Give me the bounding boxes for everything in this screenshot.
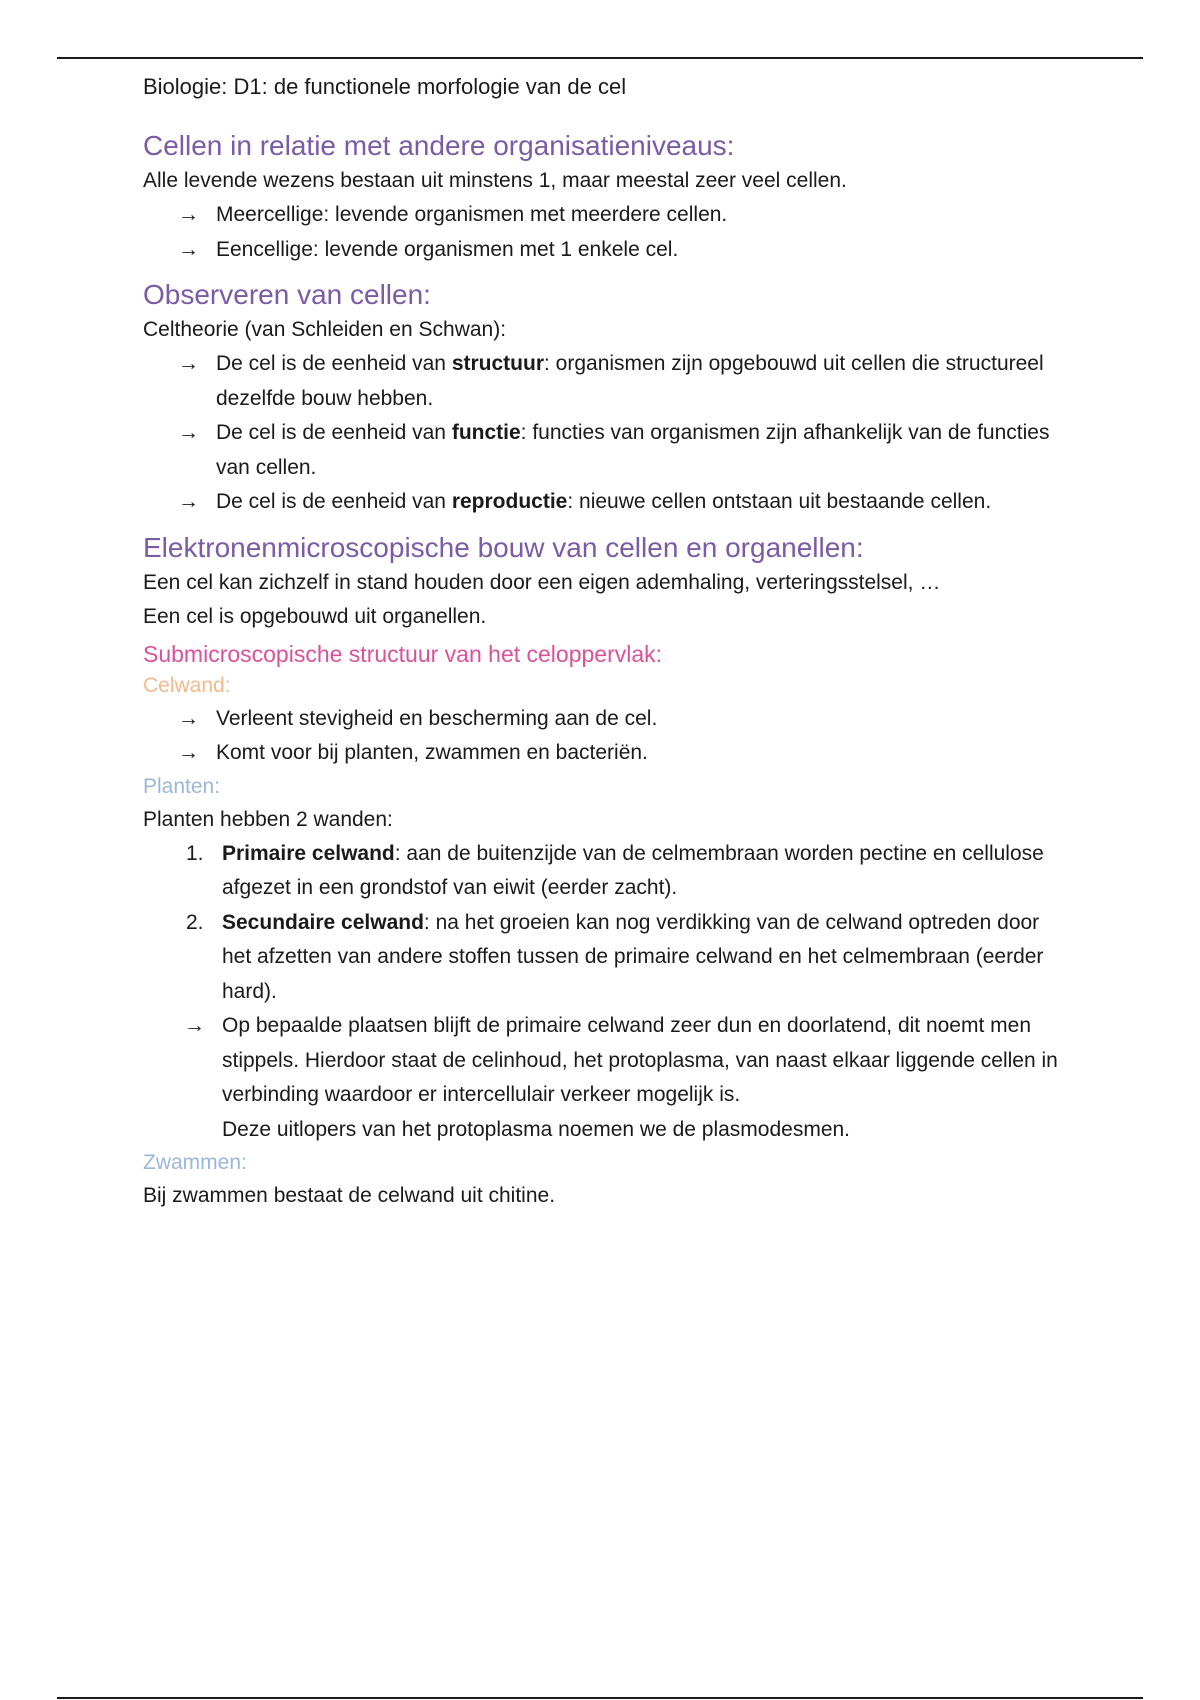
zwammen-text: Bij zwammen bestaat de celwand uit chitine. xyxy=(143,1184,556,1207)
list-item: → Komt voor bij planten, zwammen en bacteriën. xyxy=(143,736,1063,771)
list-item: → De cel is de eenheid van functie: functies van organismen zijn afhankelijk van de functies van cellen. xyxy=(143,416,1063,485)
arrow-icon: → xyxy=(178,741,199,764)
list-number: 2. xyxy=(186,910,204,934)
heading-cellen-relatie: Cellen in relatie met andere organisatieniveaus: xyxy=(143,130,735,161)
list-item: → De cel is de eenheid van structuur: organismen zijn opgebouwd uit cellen die structureel dezelfde bouw hebben. xyxy=(143,347,1063,416)
plasmodesmen-note: Deze uitlopers van het protoplasma noemen we de plasmodesmen. xyxy=(222,1117,851,1141)
observeren-intro: Celtheorie (van Schleiden en Schwan): xyxy=(143,318,507,341)
list-item: → Op bepaalde plaatsen blijft de primaire celwand zeer dun en doorlatend, dit noemt men stippels. Hierdoor staat de celinhoud, het protoplasma, van naast elkaar liggende cellen in verbinding waardoor er intercellulair verkeer mogelijk is. xyxy=(143,1009,1063,1113)
arrow-icon: → xyxy=(178,352,199,375)
arrow-icon: → xyxy=(178,421,199,444)
celtheorie-list xyxy=(143,347,1063,520)
arrow-icon: → xyxy=(178,203,199,226)
arrow-icon: → xyxy=(184,1014,205,1037)
bottom-rule xyxy=(57,1697,1143,1699)
arrow-icon: → xyxy=(178,706,199,730)
elektronen-line-2: Een cel is opgebouwd uit organellen. xyxy=(143,604,487,628)
list-item: → De cel is de eenheid van reproductie: nieuwe cellen ontstaan uit bestaande cellen. xyxy=(143,485,1063,520)
document-body xyxy=(143,70,1063,1213)
heading-elektronen: Elektronenmicroscopische bouw van cellen en organellen: xyxy=(143,531,864,563)
subheading-submicroscopisch: Submicroscopische structuur van het celoppervlak: xyxy=(143,640,663,667)
cellen-relatie-list xyxy=(143,198,1063,267)
heading-observeren: Observeren van cellen: xyxy=(143,279,431,310)
list-item: → Meercellige: levende organismen met meerdere cellen. xyxy=(143,198,1063,233)
cellen-relatie-intro: Alle levende wezens bestaan uit minstens 1, maar meestal zeer veel cellen. xyxy=(143,169,847,192)
document-title: Biologie: D1: de functionele morfologie van de cel xyxy=(143,74,627,99)
heading-zwammen: Zwammen: xyxy=(143,1151,247,1174)
celwand-list xyxy=(143,702,1063,771)
list-item: → Eencellige: levende organismen met 1 enkele cel. xyxy=(143,233,1063,268)
heading-celwand: Celwand: xyxy=(143,673,231,697)
elektronen-line-1: Een cel kan zichzelf in stand houden door een eigen ademhaling, verteringsstelsel, … xyxy=(143,570,941,594)
planten-intro: Planten hebben 2 wanden: xyxy=(143,807,393,831)
heading-planten: Planten: xyxy=(143,774,221,798)
list-item: 2. Secundaire celwand: na het groeien kan nog verdikking van de celwand optreden door het afzetten van andere stoffen tussen de primaire celwand en het celmembraan (eerder hard). xyxy=(143,906,1063,1010)
list-item: 1. Primaire celwand: aan de buitenzijde van de celmembraan worden pectine en cellulose afgezet in een grondstof van eiwit (eerder zacht). xyxy=(143,837,1063,906)
top-rule xyxy=(57,57,1143,59)
arrow-icon: → xyxy=(178,237,199,261)
planten-numbered-list xyxy=(143,837,1063,1113)
list-number: 1. xyxy=(186,841,204,865)
list-item: → Verleent stevigheid en bescherming aan de cel. xyxy=(143,702,1063,737)
arrow-icon: → xyxy=(178,490,199,513)
